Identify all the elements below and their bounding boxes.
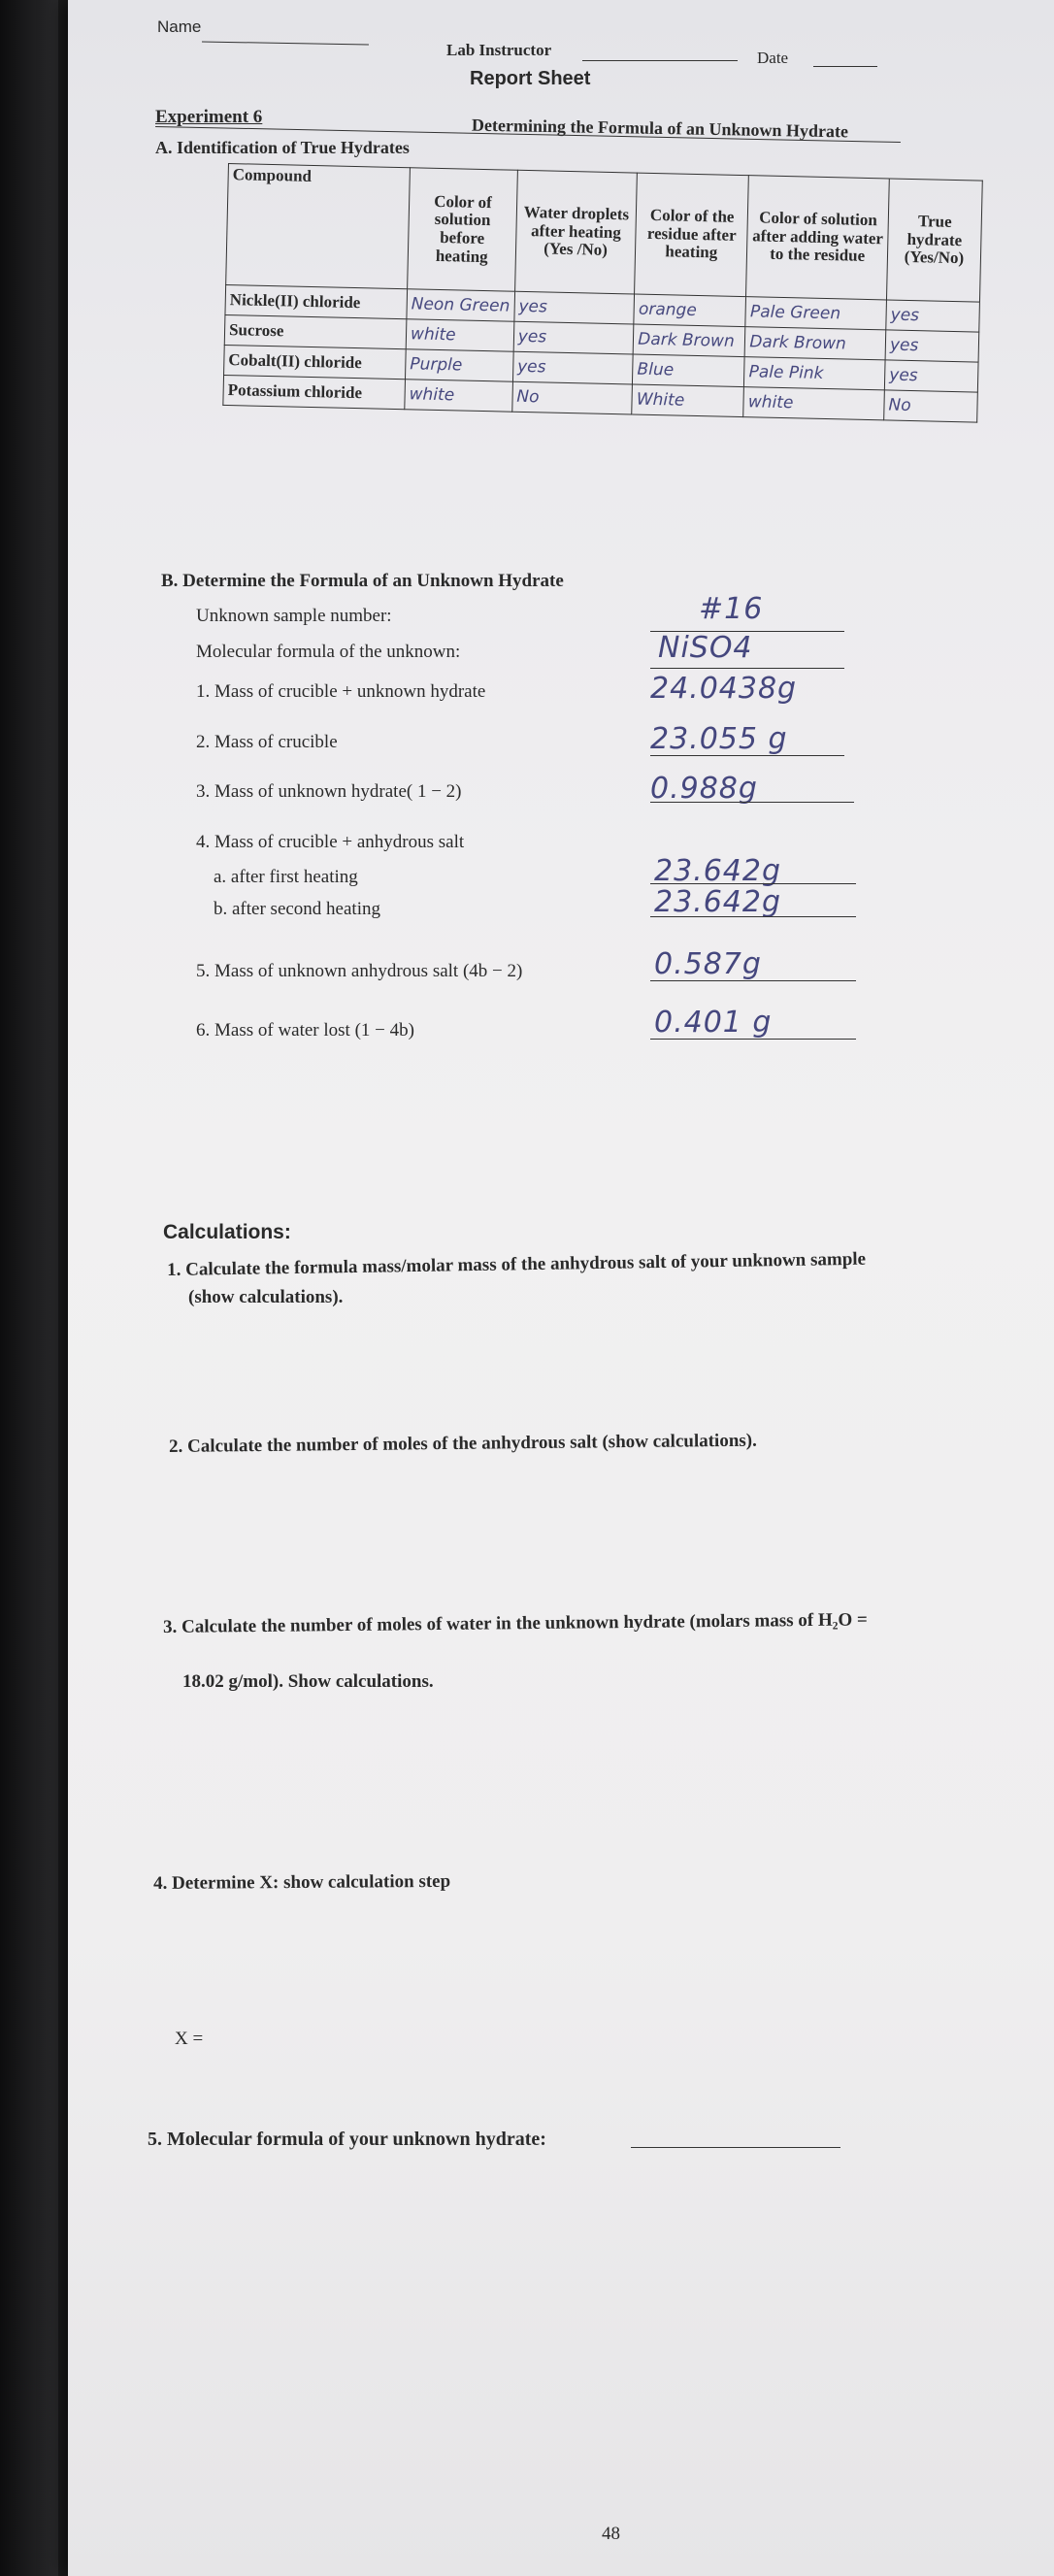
report-sheet-page: [68, 0, 1054, 2576]
question-4: 4. Determine X: show calculation step: [153, 1870, 451, 1894]
color-before-cell: white: [406, 319, 513, 352]
item-line: [650, 802, 854, 803]
formula-value: NiSO4: [658, 631, 753, 665]
item-line: [650, 883, 856, 884]
column-header: Compound: [226, 164, 411, 289]
color-before-cell: Neon Green: [407, 289, 514, 322]
section-b-title: B. Determine the Formula of an Unknown Hydrate: [161, 571, 564, 591]
question-5: 5. Molecular formula of your unknown hydrate:: [148, 2129, 546, 2150]
hydrate-identification-table: [222, 163, 982, 423]
page-title: Report Sheet: [470, 68, 591, 89]
table-header-row: [226, 164, 983, 303]
column-header: True hydrate (Yes/No): [887, 179, 983, 302]
after-water-color-cell: white: [743, 387, 884, 420]
question-3: 3. Calculate the number of moles of water in the unknown hydrate (molars mass of H₂O =: [163, 1609, 868, 1637]
compound-cell: Sucrose: [224, 314, 407, 348]
residue-color-cell: Dark Brown: [633, 324, 745, 357]
date-label: Date: [757, 49, 789, 67]
item-label: 3. Mass of unknown hydrate( 1 − 2): [196, 781, 462, 802]
after-water-color-cell: Dark Brown: [744, 327, 885, 360]
name-line: [202, 41, 369, 45]
compound-cell: Potassium chloride: [223, 375, 406, 409]
answer-line: [631, 2147, 840, 2148]
question-1: 1. Calculate the formula mass/molar mass of the anhydrous salt of your unknown sample: [167, 1248, 867, 1280]
x-label: X =: [175, 2029, 204, 2049]
column-header: Color of solution before heating: [408, 168, 518, 291]
item-label: 2. Mass of crucible: [196, 732, 338, 752]
background-edge: [0, 0, 58, 2576]
column-header: Color of solution after adding water to the residue: [746, 176, 889, 300]
item-line: [650, 916, 856, 917]
question-2: 2. Calculate the number of moles of the anhydrous salt (show calculations).: [169, 1430, 757, 1457]
formula-line: [650, 668, 844, 669]
item-line: [650, 1039, 856, 1040]
after-water-color-cell: Pale Green: [745, 297, 886, 330]
lab-instructor-label: Lab Instructor: [446, 41, 552, 59]
droplets-cell: yes: [512, 351, 633, 384]
name-label: Name: [157, 17, 202, 36]
compound-cell: Cobalt(II) chloride: [224, 345, 407, 379]
true-hydrate-cell: yes: [884, 360, 978, 392]
true-hydrate-cell: yes: [886, 300, 980, 332]
after-water-color-cell: Pale Pink: [744, 357, 885, 390]
calculations-title: Calculations:: [163, 1221, 291, 1243]
item-label: 6. Mass of water lost (1 − 4b): [196, 1020, 414, 1040]
date-line: [813, 66, 877, 67]
color-before-cell: Purple: [405, 349, 512, 382]
column-header: Water droplets after heating (Yes /No): [514, 170, 637, 294]
question-1-cont: (show calculations).: [188, 1287, 344, 1307]
item-line: [650, 980, 856, 981]
item-label: 4. Mass of crucible + anhydrous salt: [196, 832, 465, 852]
compound-cell: Nickle(II) chloride: [225, 284, 408, 318]
droplets-cell: yes: [513, 321, 634, 354]
item-value: 0.988g: [650, 772, 758, 806]
item-label: a. after first heating: [214, 867, 358, 887]
experiment-title: Determining the Formula of an Unknown Hydrate: [471, 115, 849, 142]
item-value: 23.642g: [654, 854, 782, 888]
item-value: 0.401 g: [654, 1006, 773, 1040]
residue-color-cell: White: [632, 384, 744, 417]
item-value: 24.0438g: [650, 672, 798, 706]
item-value: 23.642g: [654, 885, 782, 919]
residue-color-cell: orange: [634, 294, 746, 327]
item-value: 0.587g: [654, 947, 762, 981]
true-hydrate-cell: No: [884, 390, 978, 422]
sample-number-label: Unknown sample number:: [196, 606, 392, 626]
item-label: 1. Mass of crucible + unknown hydrate: [196, 681, 486, 702]
formula-label: Molecular formula of the unknown:: [196, 642, 461, 662]
experiment-label: Experiment 6: [155, 107, 263, 127]
page-number: 48: [602, 2524, 620, 2544]
item-value: 23.055 g: [650, 722, 788, 756]
color-before-cell: white: [405, 380, 512, 413]
droplets-cell: No: [511, 381, 632, 414]
true-hydrate-cell: yes: [885, 330, 979, 362]
column-header: Color of the residue after heating: [635, 173, 749, 297]
question-3-cont: 18.02 g/mol). Show calculations.: [182, 1671, 434, 1692]
item-line: [650, 755, 844, 756]
section-a-title: A. Identification of True Hydrates: [155, 138, 410, 157]
lab-instructor-line: [582, 60, 738, 61]
item-label: b. after second heating: [214, 899, 380, 919]
droplets-cell: yes: [514, 291, 635, 324]
residue-color-cell: Blue: [633, 354, 745, 387]
item-label: 5. Mass of unknown anhydrous salt (4b − 2): [196, 961, 523, 981]
sample-number-value: #16: [699, 592, 764, 626]
